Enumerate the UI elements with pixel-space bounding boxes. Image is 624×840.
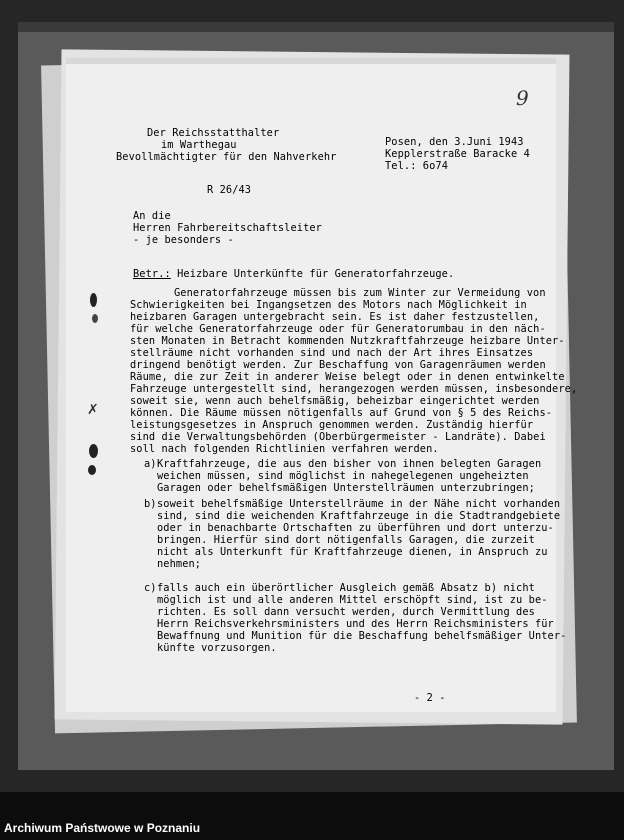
handwritten-page-mark: 9 [516, 86, 529, 110]
list-item-line: nehmen; [157, 558, 202, 570]
sender-line: Der Reichsstatthalter [147, 127, 280, 139]
addressee-line: - je besonders - [133, 234, 234, 246]
punch-hole-mark [92, 314, 98, 323]
body-line: Generatorfahrzeuge müssen bis zum Winter zur Vermeidung von [174, 287, 546, 299]
board-shadow [18, 22, 614, 32]
list-item-line: Herrn Reichsverkehrsministers und des Herrn Reichsministers für [157, 618, 554, 630]
body-line: sind die Verwaltungsbehörden (Oberbürgermeister - Landräte). Dabei [130, 431, 546, 443]
subject-line [133, 268, 454, 280]
addressee-line: An die [133, 210, 171, 222]
body-line: soweit sie, wenn auch behelfsmäßig, beheizbar eingerichtet werden [130, 395, 540, 407]
phone-line: Tel.: 6o74 [385, 160, 448, 172]
list-item-line: oder in benachbarte Ortschaften zu überführen und dort unterzu- [157, 522, 554, 534]
page-number: - 2 - [414, 692, 446, 704]
list-item-line: künfte vorzusorgen. [157, 642, 277, 654]
margin-x-mark: ✗ [87, 402, 99, 418]
subject-text: Heizbare Unterkünfte für Generatorfahrzeuge. [177, 268, 455, 280]
list-item-line: Bewaffnung und Munition für die Beschaffung behelfsmäßiger Unter- [157, 630, 567, 642]
list-item-line: nicht als Unterkunft für Kraftfahrzeuge dienen, in Anspruch zu [157, 546, 548, 558]
sender-line: im Warthegau [161, 139, 237, 151]
body-line: können. Die Räume müssen nötigenfalls auf Grund von § 5 des Reichs- [130, 407, 553, 419]
page-top-edge [66, 58, 556, 64]
list-item-line: soweit behelfsmäßige Unterstellräume in der Nähe nicht vorhanden [157, 498, 561, 510]
body-line: stellräume nicht vorhanden sind und nach der Art ihres Einsatzes [130, 347, 534, 359]
addressee-line: Herren Fahrbereitschaftsleiter [133, 222, 322, 234]
list-item-line: möglich ist und alle anderen Mittel erschöpft sind, ist zu be- [157, 594, 548, 606]
list-item-line: falls auch ein überörtlicher Ausgleich gemäß Absatz b) nicht [157, 582, 535, 594]
list-item-label: a) [144, 458, 157, 470]
body-line: leistungsgesetzes in Anspruch genommen werden. Zuständig hierfür [130, 419, 534, 431]
sender-line: Bevollmächtigter für den Nahverkehr [116, 151, 337, 163]
list-item-label: c) [144, 582, 157, 594]
body-line: sten Monaten in Betracht kommenden Nutzkraftfahrzeuge heizbare Unter- [130, 335, 565, 347]
body-line: Räume, die zur Zeit in anderer Weise belegt oder in denen entwinkelte [130, 371, 565, 383]
punch-hole-mark [89, 444, 98, 458]
body-line: soll nach folgenden Richtlinien verfahren werden. [130, 443, 439, 455]
punch-hole-mark [90, 293, 97, 307]
list-item-line: sind, sind die weichenden Kraftfahrzeuge in die Stadtrandgebiete [157, 510, 561, 522]
address-line: Kepplerstraße Baracke 4 [385, 148, 530, 160]
list-item-line: Kraftfahrzeuge, die aus den bisher von ihnen belegten Garagen [157, 458, 542, 470]
list-item-line: bringen. Hierfür sind dort nötigenfalls Garagen, die zurzeit [157, 534, 535, 546]
body-line: dringend benötigt werden. Zur Beschaffung von Garagenräumen werden [130, 359, 546, 371]
body-line: Fahrzeuge untergestellt sind, herangezogen werden müssen, insbesondere, [130, 383, 578, 395]
date-line: Posen, den 3.Juni 1943 [385, 136, 524, 148]
archive-label: Archiwum Państwowe w Poznaniu [4, 821, 201, 835]
body-line: Schwierigkeiten bei Ingangsetzen des Motors nach Möglichkeit in [130, 299, 527, 311]
subject-label: Betr.: [133, 268, 171, 280]
body-line: heizbaren Garagen untergebracht sein. Es ist daher festzustellen, [130, 311, 540, 323]
list-item-line: richten. Es soll dann versucht werden, durch Vermittlung des [157, 606, 535, 618]
list-item-label: b) [144, 498, 157, 510]
list-item-line: weichen müssen, sind möglichst in nahegelegenen ungeheizten [157, 470, 529, 482]
body-line: für welche Generatorfahrzeuge oder für Generatorumbau in den näch- [130, 323, 546, 335]
reference-number: R 26/43 [207, 184, 252, 196]
list-item-line: Garagen oder behelfsmäßigen Unterstellräumen unterzubringen; [157, 482, 535, 494]
punch-hole-mark [88, 465, 96, 475]
